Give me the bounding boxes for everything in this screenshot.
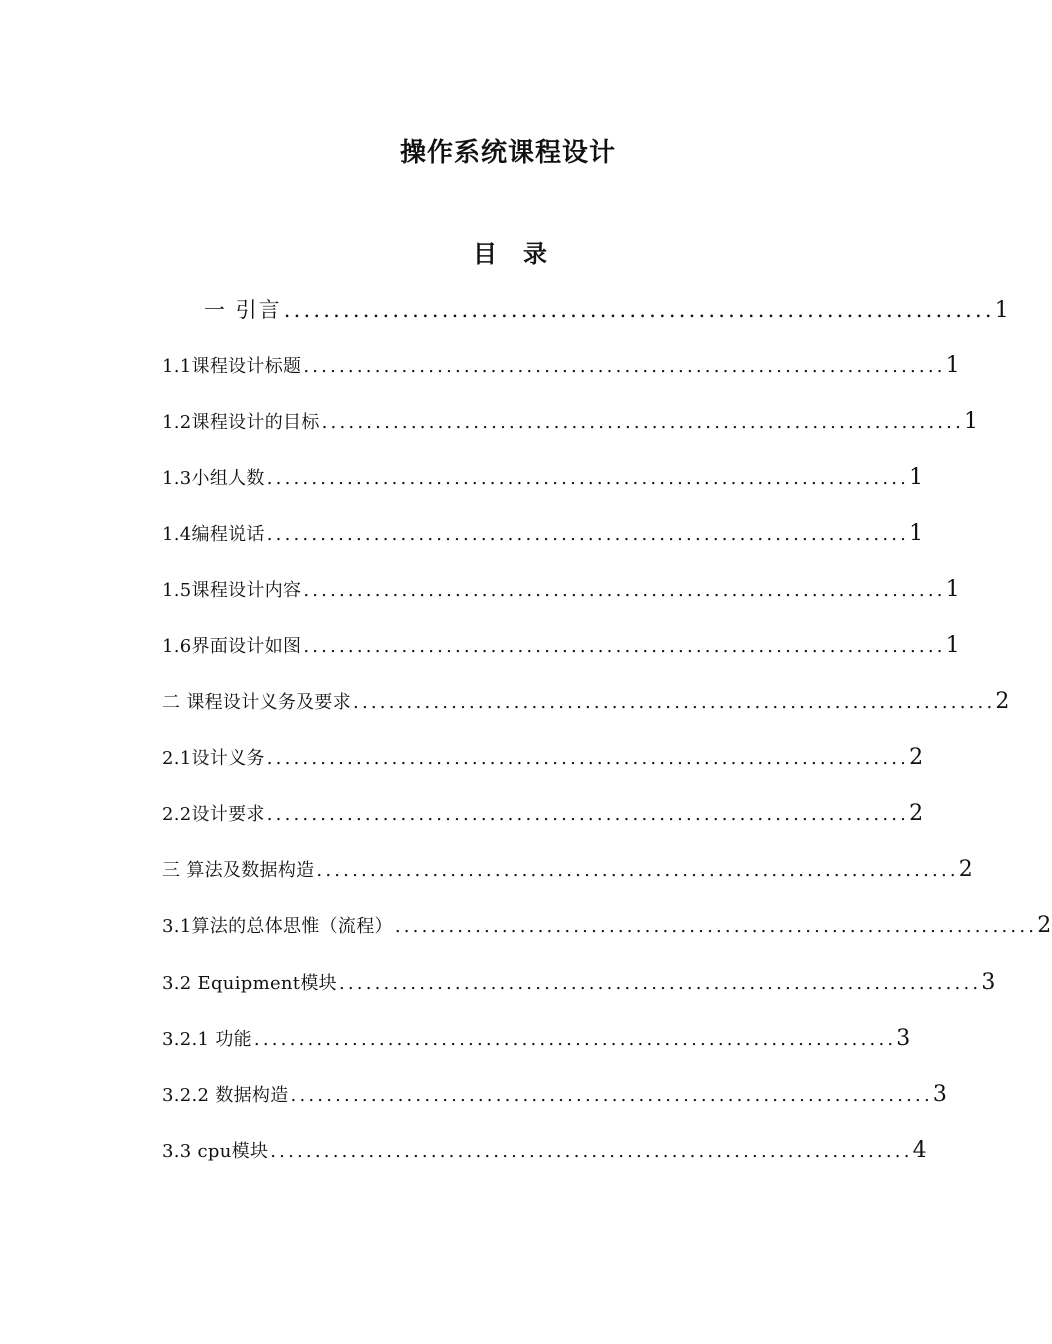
toc-entry-label: 二 课程设计义务及要求 — [162, 692, 352, 713]
toc-entry-3-2-1[interactable] — [162, 1025, 911, 1051]
toc-entry-3-3[interactable] — [162, 1137, 927, 1163]
toc-entry-3-2-2[interactable] — [162, 1081, 948, 1107]
toc-page-number: 1 — [945, 633, 961, 658]
toc-leader: ........................................................................ — [303, 636, 946, 657]
toc-entry-label: 3.2 Equipment模块 — [162, 973, 337, 994]
toc-page-number: 1 — [994, 298, 1010, 323]
toc-entry-2[interactable] — [162, 688, 1010, 714]
toc-entry-2-1[interactable] — [162, 744, 924, 770]
toc-entry-2-2[interactable] — [162, 800, 924, 826]
toc-page-number: 1 — [945, 577, 961, 602]
toc-leader: ........................................................................ — [253, 1029, 897, 1050]
toc-entry-label: 1.5课程设计内容 — [162, 580, 302, 601]
toc-entry-3-2[interactable] — [162, 969, 996, 995]
toc-leader: ........................................................................ — [266, 748, 910, 769]
toc-page-number: 2 — [1037, 913, 1052, 938]
toc-entry-label: 3.3 cpu模块 — [162, 1141, 269, 1162]
toc-entry-1-3[interactable] — [162, 464, 924, 490]
toc-entry-3-1[interactable] — [162, 912, 1052, 938]
toc-entry-1[interactable] — [204, 294, 1010, 324]
toc-entry-1-6[interactable] — [162, 632, 961, 658]
toc-entry-label: 1.2课程设计的目标 — [162, 412, 320, 433]
toc-page-number: 1 — [909, 521, 924, 546]
toc-entry-label: 3.2.1 功能 — [162, 1029, 252, 1050]
toc-entry-label: 1.4编程说话 — [162, 524, 265, 545]
toc-entry-label: 三 算法及数据构造 — [162, 860, 315, 881]
toc-entry-1-1[interactable] — [162, 352, 961, 378]
toc-leader: ........................................................................ — [266, 524, 910, 545]
toc-leader: ........................................................................ — [283, 298, 995, 322]
toc-page-number: 1 — [909, 465, 924, 490]
toc-leader: ........................................................................ — [338, 973, 982, 994]
toc-entry-label: 3.1算法的总体思惟（流程） — [162, 916, 393, 937]
toc-leader: ........................................................................ — [394, 916, 1038, 937]
toc-page-number: 3 — [981, 970, 996, 995]
toc-leader: ........................................................................ — [321, 412, 965, 433]
toc-entry-label: 一 引言 — [204, 298, 282, 322]
toc-leader: ........................................................................ — [353, 692, 996, 713]
toc-entry-label: 2.2设计要求 — [162, 804, 265, 825]
toc-entry-label: 1.1课程设计标题 — [162, 356, 302, 377]
toc-entry-1-5[interactable] — [162, 576, 961, 602]
toc-heading-right: 录 — [523, 240, 547, 268]
toc-leader: ........................................................................ — [303, 356, 946, 377]
toc-entry-1-2[interactable] — [162, 408, 979, 434]
toc-leader: ........................................................................ — [270, 1141, 913, 1162]
toc-page-number: 1 — [964, 409, 979, 434]
toc-entry-label: 3.2.2 数据构造 — [162, 1085, 289, 1106]
toc-page-number: 2 — [909, 745, 924, 770]
toc-page-number: 2 — [909, 801, 924, 826]
toc-page-number: 2 — [995, 689, 1010, 714]
toc-leader: ........................................................................ — [316, 860, 959, 881]
toc-entry-label: 1.6界面设计如图 — [162, 636, 302, 657]
toc-heading-left: 目 — [473, 240, 497, 268]
toc-page-number: 4 — [912, 1138, 927, 1163]
toc-entry-label: 1.3小组人数 — [162, 468, 265, 489]
toc-entry-label: 2.1设计义务 — [162, 748, 265, 769]
document-title: 操作系统课程设计 — [399, 138, 616, 168]
toc-leader: ........................................................................ — [266, 804, 910, 825]
toc-page-number: 2 — [958, 857, 974, 882]
toc-page-number: 1 — [945, 353, 961, 378]
toc-leader: ........................................................................ — [303, 580, 946, 601]
toc-entry-1-4[interactable] — [162, 520, 924, 546]
toc-page-number: 3 — [932, 1082, 948, 1107]
toc-page-number: 3 — [896, 1026, 911, 1051]
toc-leader: ........................................................................ — [266, 468, 910, 489]
toc-entry-3[interactable] — [162, 856, 974, 882]
toc-leader: ........................................................................ — [290, 1085, 933, 1106]
